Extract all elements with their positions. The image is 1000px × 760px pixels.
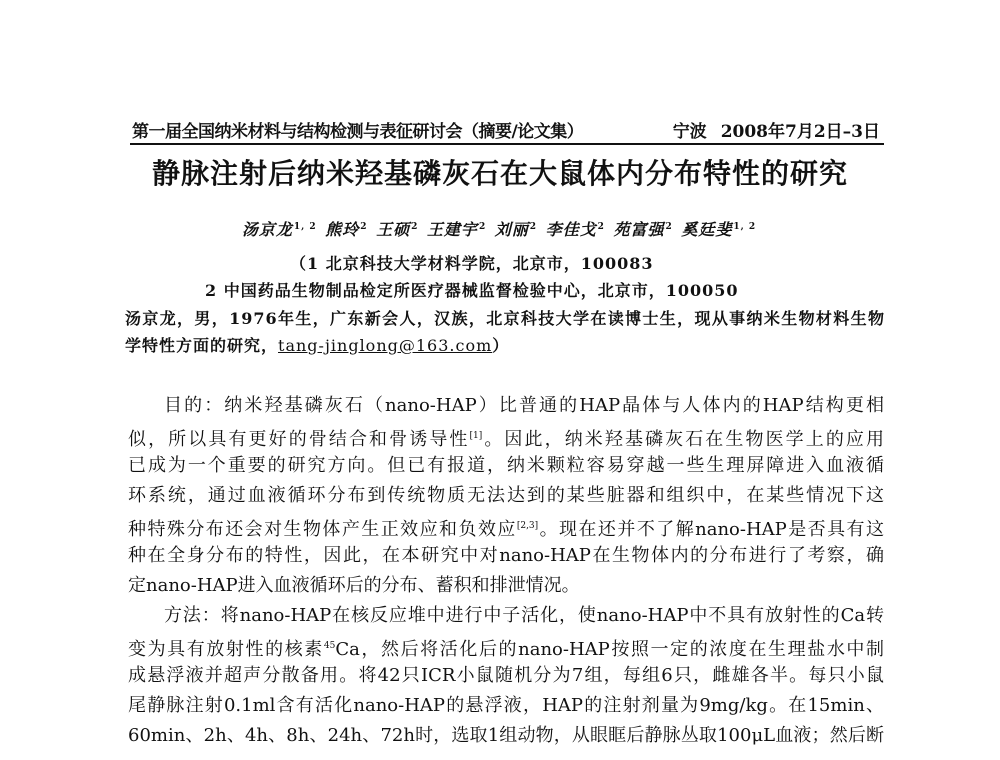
author-affiliation-mark: 2 bbox=[665, 221, 673, 232]
body-line: 60min、2h、4h、8h、24h、72h时，选取1组动物，从眼眶后静脉丛取100μL血液；然后断 bbox=[128, 725, 884, 746]
author-affiliation-mark: 2 bbox=[478, 221, 487, 232]
author-affiliation-mark: 1, 2 bbox=[733, 221, 757, 232]
conference-date: 2008年7月2日–3日 bbox=[720, 122, 880, 142]
body-line: 方法：将nano-HAP在核反应堆中进行中子活化，使nano-HAP中不具有放射性的Ca转 bbox=[164, 605, 884, 626]
author bbox=[681, 220, 756, 239]
affiliation-2: 2 中国药品生物制品检定所医疗器械监督检验中心，北京市，100050 bbox=[205, 281, 739, 300]
author bbox=[495, 220, 537, 239]
author bbox=[614, 220, 673, 239]
affiliation-1: （1 北京科技大学材料学院，北京市，100083 bbox=[290, 254, 654, 273]
author-list bbox=[0, 217, 1000, 240]
author-affiliation-mark: 2 bbox=[360, 221, 368, 232]
author bbox=[325, 220, 367, 239]
author-name: 汤京龙 bbox=[241, 220, 293, 239]
author-name: 熊玲 bbox=[325, 220, 360, 239]
body-text: 。因此，纳米羟基磷灰石在生物医学上的应用 bbox=[482, 429, 885, 450]
citation-ref: [1] bbox=[469, 431, 483, 441]
body-line: 尾静脉注射0.1ml含有活化nano-HAP的悬浮液，HAP的注射剂量为9mg/kg。在15min、 bbox=[128, 695, 884, 716]
body-line: 环系统，通过血液循环分布到传统物质无法达到的某些脏器和组织中，在某些情况下这 bbox=[128, 485, 884, 506]
body-text: 似，所以具有更好的骨结合和骨诱导性 bbox=[128, 429, 470, 450]
author-name: 王硕 bbox=[376, 220, 411, 239]
author-name: 刘丽 bbox=[494, 220, 529, 239]
author-name: 王建宇 bbox=[426, 220, 478, 239]
body-line: 定nano-HAP进入血液循环后的分布、蓄积和排泄情况。 bbox=[128, 575, 580, 596]
author-bio-text: 汤京龙，男，1976年生，广东新会人，汉族，北京科技大学在读博士生，现从事纳米生物材料生物学特性方面的研究， bbox=[125, 309, 885, 355]
author-bio-close: ） bbox=[492, 336, 510, 355]
author-name: 李佳戈 bbox=[545, 220, 597, 239]
author-email-link[interactable]: tang-jinglong@163.com bbox=[278, 336, 493, 355]
body-line: 已成为一个重要的研究方向。但已有报道，纳米颗粒容易穿越一些生理屏障进入血液循 bbox=[128, 455, 884, 476]
body-line: 目的：纳米羟基磷灰石（nano-HAP）比普通的HAP晶体与人体内的HAP结构更相 bbox=[164, 395, 884, 416]
author-affiliation-mark: 1, 2 bbox=[293, 221, 317, 232]
paper-title: 静脉注射后纳米羟基磷灰石在大鼠体内分布特性的研究 bbox=[151, 157, 848, 190]
body-text: 种特殊分布还会对生物体产生正效应和负效应 bbox=[128, 519, 517, 540]
author bbox=[376, 220, 418, 239]
isotope-mass-number: 45 bbox=[323, 641, 336, 651]
body-line bbox=[128, 631, 884, 665]
author bbox=[546, 220, 605, 239]
author-name: 奚廷斐 bbox=[681, 220, 733, 239]
body-line: 成悬浮液并超声分散备用。将42只ICR小鼠随机分为7组，每组6只，雌雄各半。每只小鼠 bbox=[128, 665, 884, 686]
body-text: 。现在还并不了解nano-HAP是否具有这 bbox=[538, 519, 884, 540]
body-text: 变为具有放射性的核素 bbox=[128, 639, 324, 660]
author bbox=[427, 220, 486, 239]
running-header bbox=[130, 117, 884, 145]
conference-city: 宁波 bbox=[672, 122, 707, 142]
body-line bbox=[128, 511, 884, 545]
conference-name: 第一届全国纳米材料与结构检测与表征研讨会（摘要/论文集） bbox=[132, 122, 584, 142]
body-line: 种在全身分布的特性，因此，在本研究中对nano-HAP在生物体内的分布进行了考察，确 bbox=[128, 545, 884, 566]
author-bio bbox=[125, 305, 885, 359]
author-affiliation-mark: 2 bbox=[411, 221, 419, 232]
body-line bbox=[128, 421, 884, 455]
author-affiliation-mark: 2 bbox=[597, 221, 605, 232]
citation-ref: [2,3] bbox=[516, 521, 539, 531]
body-text: Ca，然后将活化后的nano-HAP按照一定的浓度在生理盐水中制 bbox=[335, 639, 884, 660]
author-name: 苑富强 bbox=[613, 220, 665, 239]
author-affiliation-mark: 2 bbox=[529, 221, 538, 232]
conference-place-date bbox=[659, 117, 880, 142]
author bbox=[242, 220, 317, 239]
